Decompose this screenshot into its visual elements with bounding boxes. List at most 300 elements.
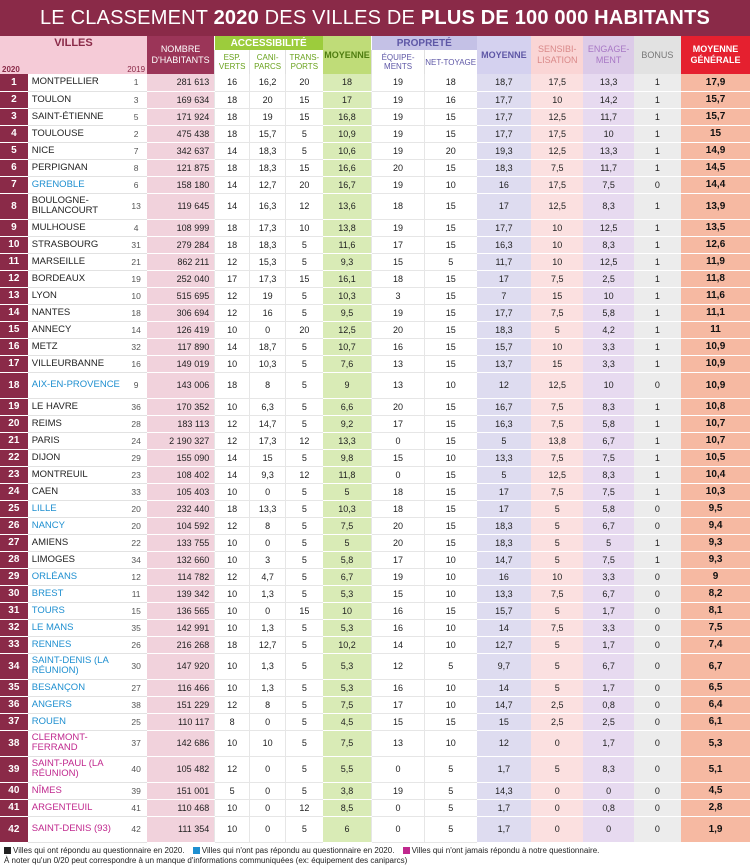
- moyenne-accessibilite-cell: 9,5: [323, 304, 372, 321]
- equipements-cell: 20: [372, 517, 424, 534]
- engagement-cell: 0,8: [583, 696, 633, 713]
- esp-verts-cell: 5: [215, 782, 250, 799]
- nettoyage-cell: 15: [424, 534, 476, 551]
- city-cell: AMIENS: [28, 534, 126, 551]
- city-cell: PERPIGNAN: [28, 159, 126, 176]
- rank-2019-cell: 31: [125, 236, 147, 253]
- sensibilisation-cell: 17,5: [531, 125, 583, 142]
- city-cell: REIMS: [28, 415, 126, 432]
- nettoyage-cell: 10: [424, 636, 476, 653]
- rank-cell: 13: [0, 287, 28, 304]
- caniparcs-cell: 16,2: [250, 74, 286, 91]
- nettoyage-cell: 15: [424, 432, 476, 449]
- engagement-cell: 10: [583, 125, 633, 142]
- city-cell: MONTREUIL: [28, 466, 126, 483]
- city-cell: DIJON: [28, 449, 126, 466]
- table-row: [0, 287, 750, 304]
- caniparcs-cell: 16: [250, 304, 286, 321]
- esp-verts-cell: 18: [215, 372, 250, 398]
- city-cell: MARSEILLE: [28, 253, 126, 270]
- transports-cell: 5: [286, 782, 323, 799]
- rank-cell: 31: [0, 602, 28, 619]
- caniparcs-cell: 0: [250, 799, 286, 816]
- rank-cell: 27: [0, 534, 28, 551]
- engagement-cell: 2,5: [583, 270, 633, 287]
- population-cell: 252 040: [147, 270, 215, 287]
- population-cell: 116 466: [147, 679, 215, 696]
- engagement-cell: 3,3: [583, 568, 633, 585]
- moyenne-generale-cell: 14,4: [681, 176, 750, 193]
- caniparcs-cell: 3: [250, 551, 286, 568]
- engagement-cell: 10: [583, 287, 633, 304]
- moyenne-generale-cell: 9: [681, 568, 750, 585]
- transports-cell: 5: [286, 142, 323, 159]
- moyenne-accessibilite-cell: 10,3: [323, 287, 372, 304]
- engagement-cell: 8,3: [583, 236, 633, 253]
- moyenne-proprete-cell: 17: [477, 270, 531, 287]
- rank-cell: 38: [0, 730, 28, 756]
- table-row: [0, 321, 750, 338]
- rank-cell: 36: [0, 696, 28, 713]
- esp-verts-cell: 10: [215, 355, 250, 372]
- moyenne-generale-cell: 15,7: [681, 91, 750, 108]
- rank-2019-cell: 20: [125, 500, 147, 517]
- caniparcs-cell: 0: [250, 602, 286, 619]
- engagement-cell: 14,2: [583, 91, 633, 108]
- population-cell: 2 190 327: [147, 432, 215, 449]
- rank-cell: 19: [0, 398, 28, 415]
- esp-verts-cell: 12: [215, 304, 250, 321]
- moyenne-generale-cell: 14,5: [681, 159, 750, 176]
- moyenne-accessibilite-cell: 10: [323, 602, 372, 619]
- rank-2019-cell: 21: [125, 253, 147, 270]
- table-row: [0, 696, 750, 713]
- caniparcs-cell: 9,3: [250, 466, 286, 483]
- transports-cell: 5: [286, 287, 323, 304]
- nettoyage-cell: 10: [424, 619, 476, 636]
- moyenne-generale-cell: 1,9: [681, 816, 750, 842]
- transports-cell: 12: [286, 466, 323, 483]
- moyenne-generale-cell: 13,9: [681, 193, 750, 219]
- caniparcs-cell: 0: [250, 756, 286, 782]
- caniparcs-cell: 0: [250, 816, 286, 842]
- table-row: [0, 270, 750, 287]
- moyenne-proprete-cell: 15,7: [477, 338, 531, 355]
- legend-never-text: Villes qui n'ont jamais répondu à notre questionnaire.: [411, 845, 600, 855]
- rank-2019-cell: 3: [125, 91, 147, 108]
- table-row: [0, 108, 750, 125]
- esp-verts-cell: 14: [215, 176, 250, 193]
- moyenne-proprete-cell: 17: [477, 193, 531, 219]
- nettoyage-cell: 15: [424, 193, 476, 219]
- caniparcs-cell: 1,3: [250, 653, 286, 679]
- city-cell: AIX-EN-PROVENCE: [28, 372, 126, 398]
- equipements-cell: 19: [372, 568, 424, 585]
- header-equipements: ÉQUIPE-MENTS: [372, 50, 424, 74]
- sensibilisation-cell: 17,5: [531, 176, 583, 193]
- engagement-cell: 1,7: [583, 602, 633, 619]
- rank-2019-cell: 22: [125, 534, 147, 551]
- population-cell: 515 695: [147, 287, 215, 304]
- table-row: [0, 517, 750, 534]
- moyenne-accessibilite-cell: 7,5: [323, 517, 372, 534]
- city-cell: GRENOBLE: [28, 176, 126, 193]
- moyenne-generale-cell: 10,7: [681, 415, 750, 432]
- population-cell: 171 924: [147, 108, 215, 125]
- equipements-cell: 18: [372, 270, 424, 287]
- moyenne-proprete-cell: 16,3: [477, 236, 531, 253]
- sensibilisation-cell: 5: [531, 321, 583, 338]
- nettoyage-cell: 10: [424, 679, 476, 696]
- moyenne-generale-cell: 5,1: [681, 756, 750, 782]
- population-cell: 155 090: [147, 449, 215, 466]
- esp-verts-cell: 10: [215, 534, 250, 551]
- caniparcs-cell: 8: [250, 696, 286, 713]
- moyenne-generale-cell: 7,5: [681, 619, 750, 636]
- bonus-cell: 0: [634, 568, 681, 585]
- bonus-cell: 1: [634, 193, 681, 219]
- header-moyenne-proprete: MOYENNE: [477, 36, 531, 74]
- rank-2019-cell: 14: [125, 321, 147, 338]
- moyenne-proprete-cell: 18,7: [477, 74, 531, 91]
- rank-cell: 40: [0, 782, 28, 799]
- engagement-cell: 7,5: [583, 483, 633, 500]
- rank-cell: 33: [0, 636, 28, 653]
- city-cell: MONTPELLIER: [28, 74, 126, 91]
- table-row: [0, 466, 750, 483]
- sensibilisation-cell: 15: [531, 287, 583, 304]
- population-cell: 110 117: [147, 713, 215, 730]
- rank-2019-cell: 25: [125, 713, 147, 730]
- population-cell: 110 468: [147, 799, 215, 816]
- engagement-cell: 8,3: [583, 398, 633, 415]
- rank-cell: 5: [0, 142, 28, 159]
- caniparcs-cell: 20: [250, 91, 286, 108]
- rank-cell: 34: [0, 653, 28, 679]
- sensibilisation-cell: 13,8: [531, 432, 583, 449]
- equipements-cell: 20: [372, 321, 424, 338]
- rank-2019-cell: 8: [125, 159, 147, 176]
- nettoyage-cell: 5: [424, 653, 476, 679]
- rank-2019-cell: 15: [125, 602, 147, 619]
- moyenne-generale-cell: 9,4: [681, 517, 750, 534]
- rank-2019-cell: 10: [125, 287, 147, 304]
- table-row: [0, 500, 750, 517]
- ranking-table: [0, 36, 750, 843]
- bonus-cell: 0: [634, 799, 681, 816]
- rank-cell: 26: [0, 517, 28, 534]
- equipements-cell: 16: [372, 619, 424, 636]
- rank-2019-cell: 28: [125, 415, 147, 432]
- nettoyage-cell: 5: [424, 816, 476, 842]
- sensibilisation-cell: 0: [531, 816, 583, 842]
- esp-verts-cell: 10: [215, 585, 250, 602]
- equipements-cell: 16: [372, 338, 424, 355]
- rank-2019-cell: 27: [125, 679, 147, 696]
- transports-cell: 5: [286, 355, 323, 372]
- rank-2019-cell: 29: [125, 449, 147, 466]
- table-row: [0, 799, 750, 816]
- moyenne-generale-cell: 11,9: [681, 253, 750, 270]
- engagement-cell: 13,3: [583, 142, 633, 159]
- bonus-cell: 0: [634, 176, 681, 193]
- moyenne-accessibilite-cell: 5: [323, 483, 372, 500]
- moyenne-accessibilite-cell: 5,5: [323, 756, 372, 782]
- esp-verts-cell: 10: [215, 321, 250, 338]
- rank-cell: 42: [0, 816, 28, 842]
- moyenne-proprete-cell: 17,7: [477, 91, 531, 108]
- rank-cell: 12: [0, 270, 28, 287]
- transports-cell: 5: [286, 253, 323, 270]
- equipements-cell: 15: [372, 713, 424, 730]
- rank-2019-cell: 40: [125, 756, 147, 782]
- legend-square-blue: [193, 847, 200, 854]
- population-cell: 183 113: [147, 415, 215, 432]
- table-row: [0, 338, 750, 355]
- equipements-cell: 20: [372, 398, 424, 415]
- header-transports: TRANS-PORTS: [286, 50, 323, 74]
- nettoyage-cell: 15: [424, 483, 476, 500]
- moyenne-proprete-cell: 14: [477, 679, 531, 696]
- nettoyage-cell: 5: [424, 756, 476, 782]
- moyenne-proprete-cell: 1,7: [477, 816, 531, 842]
- rank-2019-cell: 35: [125, 619, 147, 636]
- header-bonus: BONUS: [634, 36, 681, 74]
- table-row: [0, 253, 750, 270]
- moyenne-generale-cell: 5,3: [681, 730, 750, 756]
- bonus-cell: 1: [634, 142, 681, 159]
- engagement-cell: 11,7: [583, 108, 633, 125]
- moyenne-proprete-cell: 12,7: [477, 636, 531, 653]
- caniparcs-cell: 17,3: [250, 432, 286, 449]
- rank-2019-cell: 38: [125, 696, 147, 713]
- table-row: [0, 159, 750, 176]
- sensibilisation-cell: 7,5: [531, 619, 583, 636]
- nettoyage-cell: 15: [424, 415, 476, 432]
- engagement-cell: 8,3: [583, 466, 633, 483]
- transports-cell: 5: [286, 653, 323, 679]
- table-row: [0, 91, 750, 108]
- sensibilisation-cell: 10: [531, 253, 583, 270]
- city-cell: METZ: [28, 338, 126, 355]
- caniparcs-cell: 1,3: [250, 585, 286, 602]
- rank-2019-cell: 19: [125, 270, 147, 287]
- moyenne-accessibilite-cell: 5,3: [323, 679, 372, 696]
- bonus-cell: 0: [634, 653, 681, 679]
- moyenne-generale-cell: 11,1: [681, 304, 750, 321]
- rank-cell: 24: [0, 483, 28, 500]
- nettoyage-cell: 10: [424, 585, 476, 602]
- engagement-cell: 3,3: [583, 355, 633, 372]
- moyenne-generale-cell: 4,5: [681, 782, 750, 799]
- moyenne-accessibilite-cell: 5,3: [323, 585, 372, 602]
- rank-2019-cell: 5: [125, 108, 147, 125]
- rank-cell: 15: [0, 321, 28, 338]
- sensibilisation-cell: 0: [531, 730, 583, 756]
- engagement-cell: 4,2: [583, 321, 633, 338]
- sensibilisation-cell: 12,5: [531, 193, 583, 219]
- population-cell: 147 920: [147, 653, 215, 679]
- legend-answered: [4, 846, 185, 855]
- bonus-cell: 1: [634, 534, 681, 551]
- legend: [0, 843, 750, 866]
- transports-cell: 15: [286, 270, 323, 287]
- moyenne-generale-cell: 11,8: [681, 270, 750, 287]
- rank-cell: 16: [0, 338, 28, 355]
- esp-verts-cell: 10: [215, 602, 250, 619]
- moyenne-generale-cell: 6,4: [681, 696, 750, 713]
- bonus-cell: 0: [634, 517, 681, 534]
- sensibilisation-cell: 7,5: [531, 304, 583, 321]
- caniparcs-cell: 1,3: [250, 679, 286, 696]
- equipements-cell: 0: [372, 466, 424, 483]
- equipements-cell: 18: [372, 500, 424, 517]
- nettoyage-cell: 5: [424, 782, 476, 799]
- transports-cell: 15: [286, 108, 323, 125]
- engagement-cell: 2,5: [583, 713, 633, 730]
- nettoyage-cell: 15: [424, 125, 476, 142]
- esp-verts-cell: 12: [215, 696, 250, 713]
- transports-cell: 5: [286, 696, 323, 713]
- table-row: [0, 585, 750, 602]
- city-cell: SAINT-DENIS (LA RÉUNION): [28, 653, 126, 679]
- population-cell: 105 482: [147, 756, 215, 782]
- moyenne-proprete-cell: 12: [477, 372, 531, 398]
- city-cell: SAINT-ÉTIENNE: [28, 108, 126, 125]
- moyenne-proprete-cell: 17,7: [477, 304, 531, 321]
- population-cell: 108 999: [147, 219, 215, 236]
- population-cell: 158 180: [147, 176, 215, 193]
- city-cell: NICE: [28, 142, 126, 159]
- caniparcs-cell: 0: [250, 534, 286, 551]
- transports-cell: 20: [286, 74, 323, 91]
- esp-verts-cell: 18: [215, 500, 250, 517]
- moyenne-accessibilite-cell: 6,7: [323, 568, 372, 585]
- city-cell: SAINT-PAUL (LA RÉUNION): [28, 756, 126, 782]
- bonus-cell: 0: [634, 679, 681, 696]
- esp-verts-cell: 18: [215, 219, 250, 236]
- esp-verts-cell: 10: [215, 679, 250, 696]
- equipements-cell: 18: [372, 193, 424, 219]
- bonus-cell: 0: [634, 372, 681, 398]
- moyenne-proprete-cell: 17,7: [477, 125, 531, 142]
- city-cell: STRASBOURG: [28, 236, 126, 253]
- table-row: [0, 398, 750, 415]
- population-cell: 117 890: [147, 338, 215, 355]
- city-cell: CLERMONT-FERRAND: [28, 730, 126, 756]
- header-year-2019: 2019: [125, 50, 147, 74]
- bonus-cell: 1: [634, 91, 681, 108]
- bonus-cell: 1: [634, 338, 681, 355]
- rank-cell: 39: [0, 756, 28, 782]
- nettoyage-cell: 10: [424, 730, 476, 756]
- rank-cell: 9: [0, 219, 28, 236]
- bonus-cell: 1: [634, 159, 681, 176]
- rank-cell: 18: [0, 372, 28, 398]
- table-row: [0, 432, 750, 449]
- moyenne-generale-cell: 15,7: [681, 108, 750, 125]
- bonus-cell: 0: [634, 500, 681, 517]
- population-cell: 105 403: [147, 483, 215, 500]
- caniparcs-cell: 4,7: [250, 568, 286, 585]
- moyenne-accessibilite-cell: 6,6: [323, 398, 372, 415]
- transports-cell: 5: [286, 713, 323, 730]
- rank-cell: 29: [0, 568, 28, 585]
- header-accessibilite: ACCESSIBILITÉ: [215, 36, 323, 50]
- table-row: [0, 74, 750, 91]
- nettoyage-cell: 15: [424, 108, 476, 125]
- equipements-cell: 15: [372, 253, 424, 270]
- table-row: [0, 816, 750, 842]
- table-row: [0, 534, 750, 551]
- city-cell: RENNES: [28, 636, 126, 653]
- bonus-cell: 0: [634, 636, 681, 653]
- engagement-cell: 11,7: [583, 159, 633, 176]
- sensibilisation-cell: 0: [531, 782, 583, 799]
- esp-verts-cell: 18: [215, 636, 250, 653]
- rank-2019-cell: 42: [125, 816, 147, 842]
- sensibilisation-cell: 5: [531, 756, 583, 782]
- nettoyage-cell: 15: [424, 219, 476, 236]
- city-cell: ARGENTEUIL: [28, 799, 126, 816]
- bonus-cell: 1: [634, 466, 681, 483]
- transports-cell: 5: [286, 372, 323, 398]
- moyenne-accessibilite-cell: 10,3: [323, 500, 372, 517]
- population-cell: 862 211: [147, 253, 215, 270]
- bonus-cell: 0: [634, 730, 681, 756]
- rank-2019-cell: 20: [125, 517, 147, 534]
- moyenne-proprete-cell: 18,3: [477, 517, 531, 534]
- nettoyage-cell: 15: [424, 602, 476, 619]
- nettoyage-cell: 15: [424, 270, 476, 287]
- moyenne-accessibilite-cell: 16,6: [323, 159, 372, 176]
- sensibilisation-cell: 7,5: [531, 270, 583, 287]
- equipements-cell: 13: [372, 730, 424, 756]
- transports-cell: 5: [286, 730, 323, 756]
- moyenne-generale-cell: 14,9: [681, 142, 750, 159]
- moyenne-accessibilite-cell: 17: [323, 91, 372, 108]
- moyenne-proprete-cell: 1,7: [477, 799, 531, 816]
- nettoyage-cell: 15: [424, 517, 476, 534]
- esp-verts-cell: 18: [215, 236, 250, 253]
- engagement-cell: 5,8: [583, 304, 633, 321]
- esp-verts-cell: 10: [215, 730, 250, 756]
- sensibilisation-cell: 5: [531, 679, 583, 696]
- moyenne-accessibilite-cell: 7,5: [323, 730, 372, 756]
- rank-cell: 21: [0, 432, 28, 449]
- moyenne-generale-cell: 7,4: [681, 636, 750, 653]
- rank-cell: 17: [0, 355, 28, 372]
- moyenne-accessibilite-cell: 9: [323, 372, 372, 398]
- moyenne-proprete-cell: 1,7: [477, 756, 531, 782]
- equipements-cell: 17: [372, 236, 424, 253]
- transports-cell: 15: [286, 159, 323, 176]
- moyenne-accessibilite-cell: 11,6: [323, 236, 372, 253]
- bonus-cell: 0: [634, 602, 681, 619]
- city-cell: BOULOGNE-BILLANCOURT: [28, 193, 126, 219]
- bonus-cell: 1: [634, 415, 681, 432]
- city-cell: PARIS: [28, 432, 126, 449]
- table-row: [0, 636, 750, 653]
- transports-cell: 5: [286, 585, 323, 602]
- equipements-cell: 0: [372, 756, 424, 782]
- table-row: [0, 602, 750, 619]
- rank-2019-cell: 9: [125, 372, 147, 398]
- header-moyenne-accessibilite: MOYENNE: [323, 36, 372, 74]
- city-cell: TOULOUSE: [28, 125, 126, 142]
- caniparcs-cell: 12,7: [250, 636, 286, 653]
- sensibilisation-cell: 12,5: [531, 108, 583, 125]
